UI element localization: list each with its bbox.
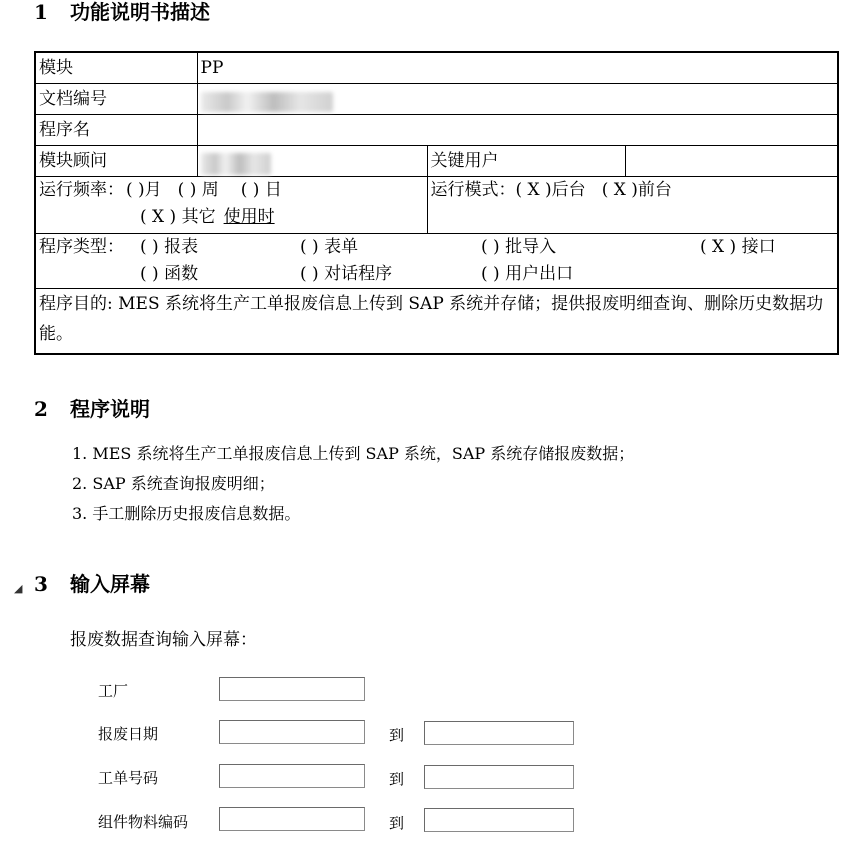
component-from-input[interactable] (219, 807, 365, 831)
section-number: 2 (34, 397, 48, 421)
type-dialog: ( ) 对话程序 (300, 264, 393, 284)
type-report: ( ) 报表 (140, 237, 199, 257)
mode-label: 运行模式： (430, 180, 516, 200)
order-no-to-input[interactable] (424, 765, 574, 789)
freq-other-value: 使用时 (223, 207, 275, 227)
program-name-value (197, 115, 838, 146)
doc-no-value (197, 84, 838, 115)
freq-label: 运行频率： (39, 180, 124, 200)
spec-table (34, 51, 839, 355)
order-no-label: 工单号码 (98, 769, 159, 787)
type-label: 程序类型： (39, 237, 124, 257)
list-item: 2. SAP 系统查询报废明细； (72, 474, 275, 493)
run-mode-cell (427, 177, 838, 234)
steps-list (72, 439, 634, 529)
component-label: 组件物料编码 (98, 813, 189, 831)
list-item: 1. MES 系统将生产工单报废信息上传到 SAP 系统，SAP 系统存储报废数据； (72, 444, 635, 463)
freq-month: ( )月 (126, 180, 162, 200)
type-interface: ( X ) 接口 (700, 237, 776, 257)
to-label: 到 (389, 770, 405, 788)
consultant-label: 模块顾问 (35, 146, 197, 177)
type-form: ( ) 表单 (300, 237, 359, 257)
section-3-heading (34, 572, 150, 596)
section-number: 1 (34, 0, 48, 24)
purpose-cell: 程序目的: MES 系统将生产工单报废信息上传到 SAP 系统并存储；提供报废明细查询、删除历史数据功能。 (35, 289, 838, 355)
list-item: 3. 手工删除历史报废信息数据。 (72, 504, 301, 523)
module-label: 模块 (35, 52, 197, 84)
consultant-value (197, 146, 427, 177)
collapse-triangle-icon[interactable]: ◢ (14, 582, 23, 595)
freq-week: ( ) 周 (177, 180, 219, 200)
scrap-date-to-input[interactable] (424, 721, 574, 745)
doc-no-label: 文档编号 (35, 84, 197, 115)
plant-label: 工厂 (98, 682, 129, 700)
redacted-consultant (201, 153, 271, 175)
scrap-date-label: 报废日期 (98, 725, 159, 743)
section-title: 输入屏幕 (70, 572, 150, 596)
section-1-heading (34, 0, 210, 24)
type-function: ( ) 函数 (140, 264, 199, 284)
scrap-date-from-input[interactable] (219, 720, 365, 744)
type-batch: ( ) 批导入 (481, 237, 557, 257)
component-to-input[interactable] (424, 808, 574, 832)
key-user-value (625, 146, 838, 177)
to-label: 到 (389, 814, 405, 832)
section-title: 功能说明书描述 (70, 0, 210, 24)
mode-foreground: ( X )前台 (601, 180, 672, 200)
freq-other: ( X ) 其它 (140, 207, 216, 227)
redacted-doc-no (201, 92, 333, 112)
key-user-label: 关键用户 (427, 146, 625, 177)
program-name-label: 程序名 (35, 115, 197, 146)
mode-background: ( X )后台 (515, 180, 586, 200)
order-no-from-input[interactable] (219, 764, 365, 788)
section-number: 3 (34, 572, 48, 596)
to-label: 到 (389, 726, 405, 744)
screen-intro: 报废数据查询输入屏幕： (70, 630, 257, 650)
section-title: 程序说明 (70, 397, 150, 421)
module-value: PP (197, 52, 838, 84)
section-2-heading (34, 397, 150, 421)
freq-day: ( ) 日 (240, 180, 282, 200)
program-type-cell (35, 234, 838, 289)
run-frequency-cell (35, 177, 427, 234)
type-userexit: ( ) 用户出口 (481, 264, 574, 284)
plant-input[interactable] (219, 677, 365, 701)
